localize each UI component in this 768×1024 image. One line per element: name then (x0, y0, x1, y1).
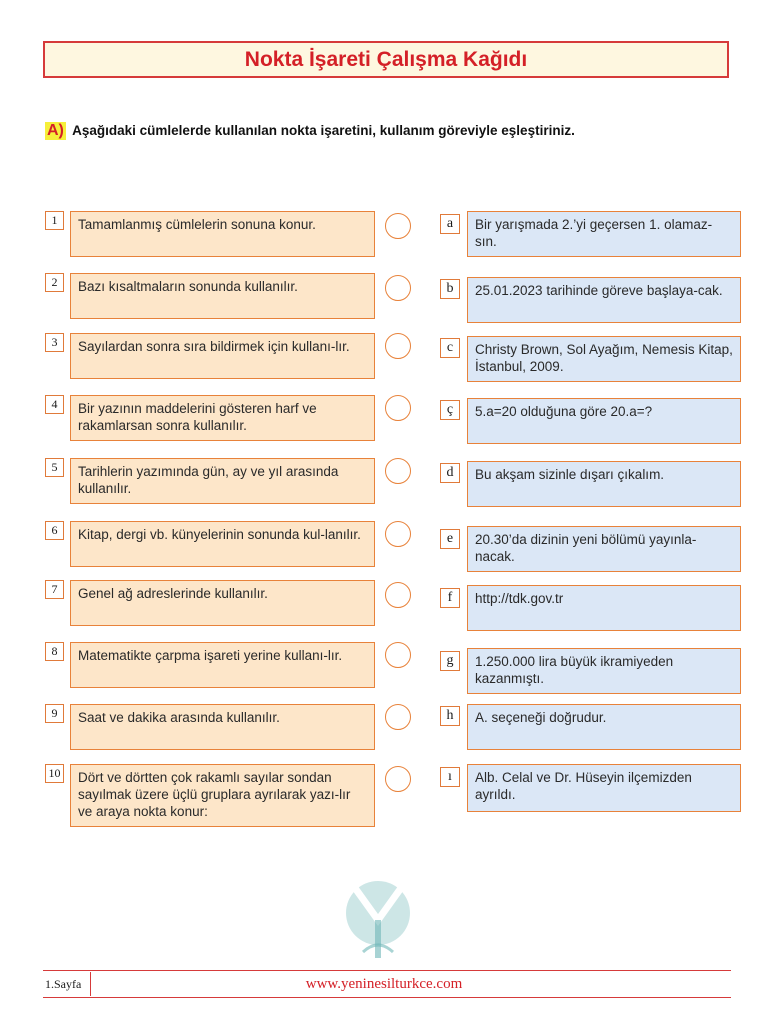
example-letter: f (440, 588, 460, 608)
answer-circle[interactable] (385, 642, 411, 668)
example-box: Bir yarışmada 2.’yi geçersen 1. olamaz-sın. (467, 211, 741, 257)
example-letter: g (440, 651, 460, 671)
usage-box: Dört ve dörtten çok rakamlı sayılar sondan sayılmak üzere üçlü gruplara ayrılarak yazı-lır ve araya nokta konur: (70, 764, 375, 827)
example-box: Bu akşam sizinle dışarı çıkalım. (467, 461, 741, 507)
example-box: A. seçeneği doğrudur. (467, 704, 741, 750)
example-letter: ı (440, 767, 460, 787)
example-box: 5.a=20 olduğuna göre 20.a=? (467, 398, 741, 444)
item-number: 4 (45, 395, 64, 414)
example-letter: e (440, 529, 460, 549)
example-letter: h (440, 706, 460, 726)
answer-circle[interactable] (385, 521, 411, 547)
item-number: 2 (45, 273, 64, 292)
example-box: Alb. Celal ve Dr. Hüseyin ilçemizden ayrıldı. (467, 764, 741, 812)
footer-divider (43, 970, 731, 971)
example-letter: a (440, 214, 460, 234)
footer-divider (43, 997, 731, 998)
answer-circle[interactable] (385, 704, 411, 730)
logo-icon (333, 868, 423, 968)
page-title: Nokta İşareti Çalışma Kağıdı (244, 47, 528, 71)
item-number: 5 (45, 458, 64, 477)
answer-circle[interactable] (385, 213, 411, 239)
usage-box: Tamamlanmış cümlelerin sonuna konur. (70, 211, 375, 257)
answer-circle[interactable] (385, 766, 411, 792)
page-number: 1.Sayfa (43, 972, 91, 996)
example-letter: d (440, 463, 460, 483)
usage-box: Matematikte çarpma işareti yerine kullanı-lır. (70, 642, 375, 688)
item-number: 8 (45, 642, 64, 661)
example-box: http://tdk.gov.tr (467, 585, 741, 631)
answer-circle[interactable] (385, 395, 411, 421)
example-box: 20.30’da dizinin yeni bölümü yayınla-nacak. (467, 526, 741, 572)
usage-box: Saat ve dakika arasında kullanılır. (70, 704, 375, 750)
instruction-text: Aşağıdaki cümlelerde kullanılan nokta işaretini, kullanım göreviyle eşleştiriniz. (72, 123, 575, 138)
usage-box: Sayılardan sonra sıra bildirmek için kullanı-lır. (70, 333, 375, 379)
example-letter: c (440, 338, 460, 358)
section-letter: A) (47, 122, 64, 139)
answer-circle[interactable] (385, 458, 411, 484)
answer-circle[interactable] (385, 275, 411, 301)
example-letter: ç (440, 400, 460, 420)
answer-circle[interactable] (385, 333, 411, 359)
answer-circle[interactable] (385, 582, 411, 608)
instruction (45, 122, 745, 140)
title-box (43, 41, 729, 78)
usage-box: Kitap, dergi vb. künyelerinin sonunda kul-lanılır. (70, 521, 375, 567)
item-number: 10 (45, 764, 64, 783)
usage-box: Tarihlerin yazımında gün, ay ve yıl arasında kullanılır. (70, 458, 375, 504)
item-number: 1 (45, 211, 64, 230)
usage-box: Bazı kısaltmaların sonunda kullanılır. (70, 273, 375, 319)
example-box: 25.01.2023 tarihinde göreve başlaya-cak. (467, 277, 741, 323)
site-url[interactable]: www.yeninesilturkce.com (305, 976, 463, 992)
usage-box: Genel ağ adreslerinde kullanılır. (70, 580, 375, 626)
item-number: 6 (45, 521, 64, 540)
item-number: 9 (45, 704, 64, 723)
example-box: Christy Brown, Sol Ayağım, Nemesis Kitap, İstanbul, 2009. (467, 336, 741, 382)
usage-box: Bir yazının maddelerini gösteren harf ve rakamlarsan sonra kullanılır. (70, 395, 375, 441)
item-number: 3 (45, 333, 64, 352)
example-letter: b (440, 279, 460, 299)
example-box: 1.250.000 lira büyük ikramiyeden kazanmıştı. (467, 648, 741, 694)
item-number: 7 (45, 580, 64, 599)
